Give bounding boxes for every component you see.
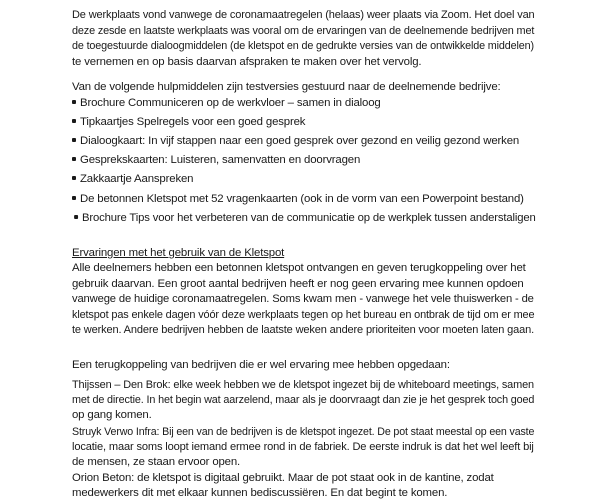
paragraph-line: Struyk Verwo Infra: Bij een van de bedrijven is de kletspot ingezet. De pot staat meestal op een vaste — [72, 426, 535, 438]
paragraph-line: Alle deelnemers hebben een betonnen kletspot ontvangen en geven terugkoppeling over het — [72, 262, 526, 274]
bullet-icon — [72, 100, 76, 104]
feedback-intro: Een terugkoppeling van bedrijven die er wel ervaring mee hebben opgedaan: — [72, 359, 450, 371]
list-item-text: Dialoogkaart: In vijf stappen naar een goed gesprek over gezond en veilig gezond werken — [80, 135, 520, 147]
bullet-icon — [72, 157, 76, 161]
intro-line: De werkplaats vond vanwege de coronamaatregelen (helaas) weer plaats via Zoom. Het doel van — [72, 9, 535, 21]
bullet-icon — [72, 119, 76, 123]
list-item-text: Gesprekskaarten: Luisteren, samenvatten en doorvragen — [80, 154, 361, 166]
list-item-text: Brochure Communiceren op de werkvloer – samen in dialoog — [80, 97, 381, 109]
list-item — [74, 211, 536, 225]
paragraph-line: medewerkers dit met elkaar kunnen bediscussiëren. En dat begint te komen. — [72, 487, 448, 499]
bullet-icon — [74, 215, 78, 219]
list-item — [72, 115, 305, 129]
list-item-text: Tipkaartjes Spelregels voor een goed gesprek — [80, 116, 306, 128]
intro-line: de toegestuurde dialoogmiddelen (de kletspot en de gedrukte versies van de ontwikkelde middelen) — [72, 40, 534, 52]
list-item-text: De betonnen Kletspot met 52 vragenkaarten (ook in de vorm van een Powerpoint bestand) — [80, 193, 524, 205]
paragraph-line: met de directie. In het begin wat aarzelend, maar als je doorvraagt dan zie je het gesprek toch goed — [72, 394, 535, 406]
paragraph-line: gebruik daarvan. Een groot aantal bedrijven heeft er nog geen ervaring mee kunnen opdoen — [72, 278, 524, 290]
paragraph-line: te werken. Andere bedrijven hebben de laatste weken andere prioriteiten voor moeten laten gaan. — [72, 324, 535, 336]
list-item — [72, 153, 360, 167]
list-item-text: Zakkaartje Aanspreken — [80, 173, 194, 185]
paragraph-line: Thijssen – Den Brok: elke week hebben we de kletspot ingezet bij de whiteboard meetings, samen — [72, 379, 534, 391]
paragraph-line: de mensen, ze staan ervoor open. — [72, 456, 241, 468]
bullet-icon — [72, 176, 76, 180]
list-item — [72, 172, 193, 186]
list-item — [72, 134, 519, 148]
section-heading: Ervaringen met het gebruik van de Kletspot — [72, 247, 285, 259]
list-item-text: Brochure Tips voor het verbeteren van de communicatie op de werkplek tussen anderstaligen — [82, 212, 536, 224]
paragraph-line: op gang komen. — [72, 409, 152, 421]
list-item — [72, 96, 381, 110]
bullet-icon — [72, 196, 76, 200]
list-item — [72, 192, 524, 206]
intro-line: deze zesde en laatste werkplaats was vooral om de ervaringen van de deelnemende bedrijven met — [72, 25, 535, 37]
paragraph-line: Orion Beton: de kletspot is digitaal gebruikt. Maar de pot staat ook in de kantine, zodat — [72, 472, 494, 484]
paragraph-line: vanwege de huidige coronamaatregelen. Soms kwam men - vanwege het vele thuiswerken - de — [72, 293, 534, 305]
intro-line: te vernemen en op basis daarvan afspraken te maken over het vervolg. — [72, 56, 422, 68]
tools-intro: Van de volgende hulpmiddelen zijn testversies gestuurd naar de deelnemende bedrijve: — [72, 81, 501, 93]
paragraph-line: kletspot pas enkele dagen vóór deze werkplaats tegen op het bureau en ontbrak de tijd om er mee — [72, 309, 535, 321]
paragraph-line: locatie, maar soms loopt iemand ermee rond in de fabriek. De eerste indruk is dat het wel leeft bij — [72, 441, 534, 453]
bullet-icon — [72, 138, 76, 142]
